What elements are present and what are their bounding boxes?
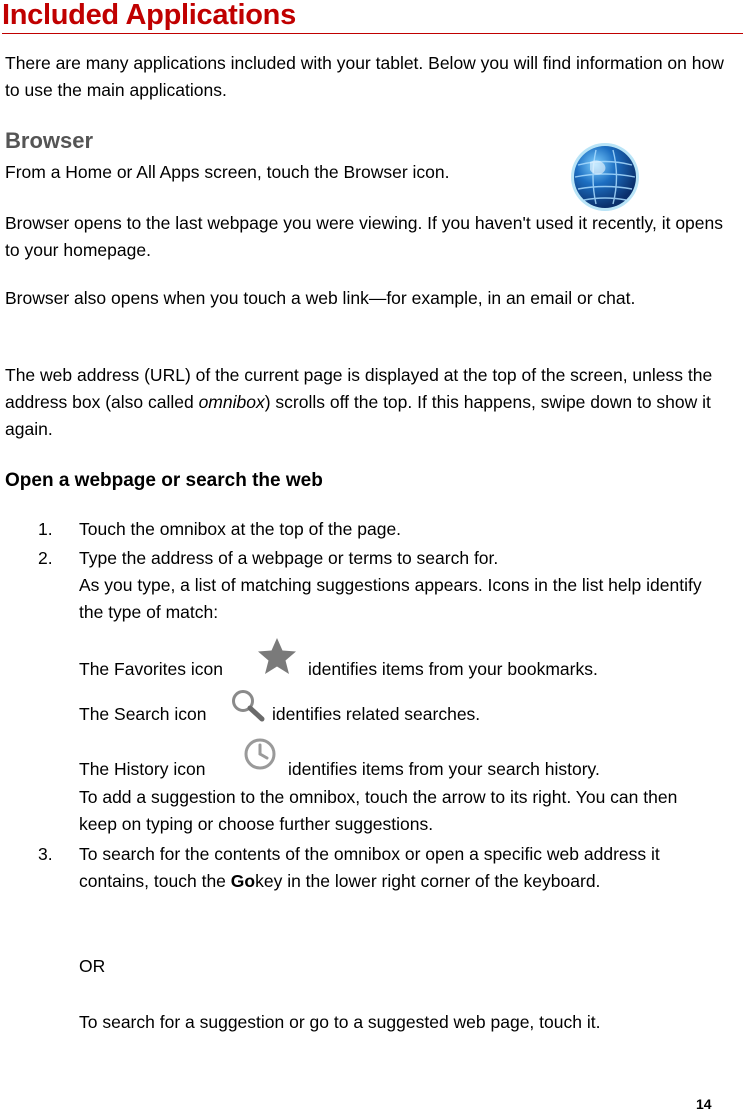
p3-text-before: The web address (URL) of the current page is displayed at the top of the screen, unless the address box (also called: [5, 365, 713, 412]
step-1-text: Touch the omnibox at the top of the page.: [79, 519, 402, 539]
section-heading: Open a webpage or search the web: [5, 470, 323, 491]
step-2-number: 2.: [38, 548, 53, 568]
browser-heading: Browser: [5, 128, 94, 153]
step-3-number: 3.: [38, 844, 53, 864]
step-3-text-before: To search for the contents of the omnibox or open a specific web address it contains, touch the: [79, 844, 660, 891]
page-title: Included Applications: [2, 0, 743, 34]
browser-paragraph-2: Browser also opens when you touch a web link—for example, in an email or chat.: [5, 288, 636, 308]
intro-paragraph: There are many applications included with your tablet. Below you will find information on how to use the main applications.: [5, 53, 724, 100]
step-2-detail: As you type, a list of matching suggestions appears. Icons in the list help identify the type of match:: [79, 575, 702, 622]
step-1-number: 1.: [38, 519, 53, 539]
browser-paragraph-1: Browser opens to the last webpage you were viewing. If you haven't used it recently, it opens to your homepage.: [5, 213, 724, 260]
favorites-label: The Favorites icon: [79, 659, 223, 679]
p3-text-after: ) scrolls off the top. If this happens, swipe down to show it again.: [5, 392, 711, 439]
browser-globe-icon: [568, 140, 642, 219]
final-instruction: To search for a suggestion or go to a suggested web page, touch it.: [79, 1012, 601, 1032]
favorites-description: identifies items from your bookmarks.: [308, 659, 598, 679]
browser-intro-line: From a Home or All Apps screen, touch the Browser icon.: [5, 162, 450, 182]
search-description: identifies related searches.: [272, 704, 481, 724]
go-key-label: Go: [230, 871, 256, 891]
search-label: The Search icon: [79, 704, 207, 724]
star-icon: [255, 636, 299, 681]
or-separator: OR: [79, 956, 106, 976]
step-2-text: Type the address of a webpage or terms to search for.: [79, 548, 499, 568]
add-suggestion-text: To add a suggestion to the omnibox, touch the arrow to its right. You can then keep on typing or choose further suggestions.: [79, 787, 678, 834]
history-description: identifies items from your search history.: [288, 759, 600, 779]
browser-paragraph-3: [5, 362, 725, 443]
clock-history-icon: [241, 735, 279, 778]
history-label: The History icon: [79, 759, 206, 779]
search-icon: [229, 687, 269, 728]
step-3-text-after: key in the lower right corner of the keyboard.: [255, 871, 601, 891]
p3-omnibox-term: omnibox: [198, 392, 265, 412]
page-number: 14: [696, 1096, 712, 1112]
step-3-text: [79, 841, 719, 895]
